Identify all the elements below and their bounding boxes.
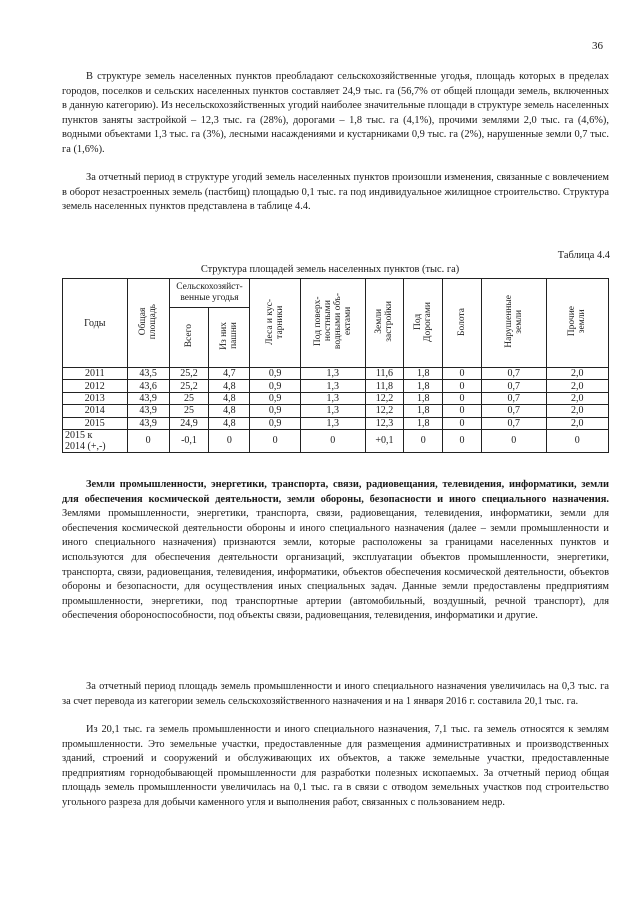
cell-swamps: 0 bbox=[443, 417, 482, 429]
cell-swamps: 0 bbox=[443, 429, 482, 452]
cell-swamps: 0 bbox=[443, 392, 482, 404]
cell-other: 0 bbox=[546, 429, 609, 452]
cell-roads: 1,8 bbox=[404, 417, 443, 429]
cell-arable: 4,8 bbox=[209, 380, 250, 392]
cell-disturbed: 0,7 bbox=[481, 380, 546, 392]
cell-arable: 0 bbox=[209, 429, 250, 452]
header-total-area: Общая площадь bbox=[127, 279, 169, 368]
cell-agri: 25 bbox=[169, 405, 209, 417]
cell-disturbed: 0,7 bbox=[481, 405, 546, 417]
cell-agri: -0,1 bbox=[169, 429, 209, 452]
cell-disturbed: 0 bbox=[481, 429, 546, 452]
header-water: Под поверх- ностными водными объ- ектами bbox=[300, 279, 365, 368]
cell-arable: 4,8 bbox=[209, 392, 250, 404]
cell-forest: 0,9 bbox=[250, 405, 301, 417]
header-roads: Под Дорогами bbox=[404, 279, 443, 368]
cell-water: 1,3 bbox=[300, 417, 365, 429]
cell-agri: 25,2 bbox=[169, 380, 209, 392]
cell-agri: 25,2 bbox=[169, 368, 209, 380]
header-years: Годы bbox=[63, 279, 128, 368]
table-row bbox=[63, 392, 609, 404]
cell-built: 11,6 bbox=[365, 368, 404, 380]
table-caption: Структура площадей земель населенных пунктов (тыс. га) bbox=[200, 264, 460, 275]
header-forest: Леса и кус- тарники bbox=[250, 279, 301, 368]
cell-total: 43,9 bbox=[127, 392, 169, 404]
cell-total: 43,5 bbox=[127, 368, 169, 380]
table-label: Таблица 4.4 bbox=[557, 250, 610, 261]
land-structure-table bbox=[62, 278, 609, 453]
cell-water: 1,3 bbox=[300, 380, 365, 392]
table-row bbox=[63, 417, 609, 429]
cell-forest: 0,9 bbox=[250, 392, 301, 404]
industrial-lands-heading: Земли промышленности, энергетики, транспорта, связи, радиовещания, телевидения, информатики, земли для обеспечения космической деятельности, земли обороны, безопасности и иного специального назначения. bbox=[62, 479, 609, 505]
cell-swamps: 0 bbox=[443, 380, 482, 392]
header-swamps: Болота bbox=[443, 279, 482, 368]
industrial-lands-text: Землями промышленности, энергетики, транспорта, связи, радиовещания, телевидения, информатики, земли для обеспечения космической деятельности обороны и иного специального назначения (далее – земли промышленности и иного специального назначения) признаются земли, которые расположены за границами населенных пунктов и используются для обеспечения деятельности организаций, эксплуатации объектов промышленности, энергетики, транспорта, связи, радиовещания, телевидения, информатики, объектов обеспечения космической деятельности, объектов обороны и безопасности, для осуществления иных специальных задач. Данные земли предоставлены предприятиям промышленности, энергетики, под транспортные артерии (автомобильный, воздушный, речной транспорт), для обеспечения обороноспособности, под объекты связи, радиовещания, телевидения, информатики и другие. bbox=[62, 508, 609, 622]
paragraph-area-change: За отчетный период площадь земель промышленности и иного специального назначения увеличилась на 0,3 тыс. га за счет перевода из категории земель сельскохозяйственного назначения и на 1 января 2016 г. составила 20,1 тыс. га. bbox=[62, 681, 609, 707]
cell-roads: 1,8 bbox=[404, 368, 443, 380]
cell-other: 2,0 bbox=[546, 380, 609, 392]
cell-agri: 25 bbox=[169, 392, 209, 404]
cell-roads: 1,8 bbox=[404, 392, 443, 404]
cell-total: 0 bbox=[127, 429, 169, 452]
cell-built: 11,8 bbox=[365, 380, 404, 392]
table-row bbox=[63, 405, 609, 417]
cell-total: 43,6 bbox=[127, 380, 169, 392]
page-number: 36 bbox=[592, 40, 603, 52]
cell-water: 1,3 bbox=[300, 368, 365, 380]
table-row bbox=[63, 368, 609, 380]
cell-water: 1,3 bbox=[300, 392, 365, 404]
cell-swamps: 0 bbox=[443, 405, 482, 417]
cell-built: 12,2 bbox=[365, 392, 404, 404]
cell-forest: 0,9 bbox=[250, 417, 301, 429]
paragraph-settlement-structure: В структуре земель населенных пунктов преобладают сельскохозяйственные угодья, площадь которых в пределах городов, поселков и сельских населенных пунктов составляет 24,9 тыс. га (56,7% от общей площади земель, включенных в данную категорию). Из несельскохозяйственных угодий наиболее значительные площади в структуре земель населенных пунктов заняты застройкой – 12,3 тыс. га (28%), дорогами – 1,8 тыс. га (4,1%), прочими землями 2,0 тыс. га (4,6%), водными объектами 1,3 тыс. га (3%), лесными насаждениями и кустарниками 0,9 тыс. га (2%), нарушенные земли 0,7 тыс. га (1,6%). bbox=[62, 71, 609, 155]
cell-arable: 4,8 bbox=[209, 405, 250, 417]
table-row bbox=[63, 380, 609, 392]
cell-year: 2012 bbox=[63, 380, 128, 392]
cell-agri: 24,9 bbox=[169, 417, 209, 429]
header-agri-total: Всего bbox=[169, 308, 209, 368]
cell-roads: 1,8 bbox=[404, 380, 443, 392]
cell-forest: 0 bbox=[250, 429, 301, 452]
header-agri-group: Сельскохозяйст- венные угодья bbox=[169, 279, 250, 308]
cell-swamps: 0 bbox=[443, 368, 482, 380]
cell-year: 2013 bbox=[63, 392, 128, 404]
paragraph-changes: За отчетный период в структуре угодий земель населенных пунктов произошли изменения, связанные с вовлечением в оборот незастроенных земель (пастбищ) площадью 0,1 тыс. га под индивидуальное жилищное строительство. Структура земель населенных пунктов представлена в таблице 4.4. bbox=[62, 172, 609, 213]
cell-forest: 0,9 bbox=[250, 380, 301, 392]
cell-disturbed: 0,7 bbox=[481, 368, 546, 380]
cell-year: 2015 к 2014 (+,-) bbox=[63, 429, 128, 452]
cell-built: 12,3 bbox=[365, 417, 404, 429]
header-other: Прочие земли bbox=[546, 279, 609, 368]
cell-other: 2,0 bbox=[546, 405, 609, 417]
cell-total: 43,9 bbox=[127, 417, 169, 429]
cell-arable: 4,7 bbox=[209, 368, 250, 380]
cell-year: 2011 bbox=[63, 368, 128, 380]
cell-year: 2014 bbox=[63, 405, 128, 417]
paragraph-industrial-details: Из 20,1 тыс. га земель промышленности и иного специального назначения, 7,1 тыс. га земель относятся к землям промышленности. Это земельные участки, предоставленные для размещения административных и производственных зданий, строений и сооружений и обслуживающих их объектов, а также земельные участки, предоставленные предприятиям горнодобывающей промышленности для разработки полезных ископаемых. За отчетный период общая площадь земель промышленности увеличилась на 0,1 тыс. га в связи с отводом земельных участков под строительство угольного разреза для добычи каменного угля и выполнения работ, связанных с пользованием недр. bbox=[62, 724, 609, 808]
cell-built: 12,2 bbox=[365, 405, 404, 417]
cell-year: 2015 bbox=[63, 417, 128, 429]
cell-other: 2,0 bbox=[546, 417, 609, 429]
cell-water: 1,3 bbox=[300, 405, 365, 417]
cell-water: 0 bbox=[300, 429, 365, 452]
cell-roads: 1,8 bbox=[404, 405, 443, 417]
cell-forest: 0,9 bbox=[250, 368, 301, 380]
table-row bbox=[63, 429, 609, 452]
cell-total: 43,9 bbox=[127, 405, 169, 417]
cell-arable: 4,8 bbox=[209, 417, 250, 429]
header-disturbed: Нарушенные земли bbox=[481, 279, 546, 368]
header-agri-arable: Из них пашни bbox=[209, 308, 250, 368]
paragraph-industrial-lands bbox=[62, 478, 609, 624]
cell-other: 2,0 bbox=[546, 368, 609, 380]
cell-disturbed: 0,7 bbox=[481, 417, 546, 429]
cell-built: +0,1 bbox=[365, 429, 404, 452]
cell-roads: 0 bbox=[404, 429, 443, 452]
header-built: Земли застройки bbox=[365, 279, 404, 368]
cell-other: 2,0 bbox=[546, 392, 609, 404]
cell-disturbed: 0,7 bbox=[481, 392, 546, 404]
